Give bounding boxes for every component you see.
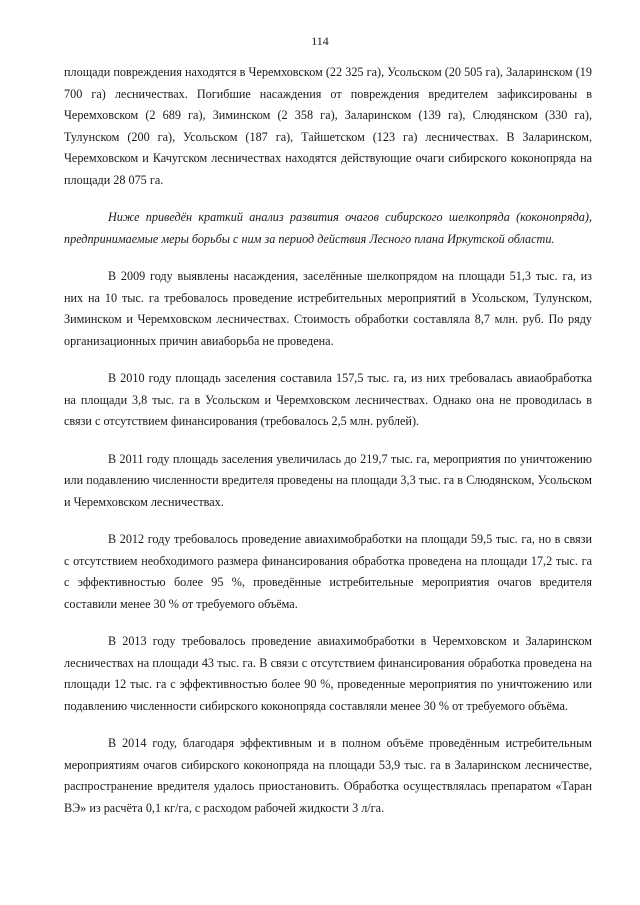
paragraph-intro: Ниже приведён краткий анализ развития очагов сибирского шелкопряда (коконопряда), предпринимаемые меры борьбы с ним за период действия Лесного плана Иркутской области.	[64, 210, 592, 246]
paragraph-2013: В 2013 году требовалось проведение авиахимобработки в Черемховском и Заларинском лесничествах на площади 43 тыс. га. В связи с отсутствием финансирования обработка проведена на площади 12 тыс. га с эффективностью более 90 %, проведенные мероприятия по уничтожению или подавлению численности сибирского коконопряда составляли менее 30 % от требуемого объёма.	[64, 634, 592, 713]
paragraph-2014: В 2014 году, благодаря эффективным и в полном объёме проведённым истребительным мероприятиям очагов сибирского коконопряда на площади 53,9 тыс. га в Заларинском лесничестве, распространение вредителя удалось приостановить. Обработка осуществлялась препаратом «Таран ВЭ» из расчёта 0,1 кг/га, с расходом рабочей жидкости 3 л/га.	[64, 736, 592, 815]
paragraph-2010: В 2010 году площадь заселения составила 157,5 тыс. га, из них требовалась авиаобработка на площади 3,8 тыс. га в Усольском и Черемховском лесничествах. Однако она не проводилась в связи с отсутствием финансирования (требовалось 2,5 млн. рублей).	[64, 371, 592, 428]
paragraph-2011: В 2011 году площадь заселения увеличилась до 219,7 тыс. га, мероприятия по уничтожению или подавлению численности вредителя проведены на площади 3,3 тыс. га в Слюдянском, Усольском и Черемховском лесничествах.	[64, 451, 592, 509]
page-number: 114	[311, 34, 329, 48]
paragraph-continued: площади повреждения находятся в Черемховском (22 325 га), Усольском (20 505 га), Заларинском (19 700 га) лесничествах. Погибшие насаждения от повреждения вредителем зафиксированы в Черемховском (2 689 га), Зиминском (2 358 га), Заларинском (139 га), Слюдянском (330 га), Тулунском (200 га), Усольском (187 га), Тайшетском (123 га) лесничествах. В Заларинском, Черемховском и Качугском лесничествах находятся действующие очаги сибирского коконопряда на площади 28 075 га.	[64, 65, 592, 187]
paragraph-2012: В 2012 году требовалось проведение авиахимобработки на площади 59,5 тыс. га, но в связи с отсутствием необходимого размера финансирования обработка проведена на площади 17,2 тыс. га с эффективностью более 95 %, проведённые истребительные мероприятия очагов вредителя составили менее 30 % от требуемого объёма.	[64, 532, 592, 611]
body-text	[64, 62, 592, 835]
paragraph-2009: В 2009 году выявлены насаждения, заселённые шелкопрядом на площади 51,3 тыс. га, из них на 10 тыс. га требовалось проведение истребительных мероприятий в Усольском, Тулунском, Зиминском и Черемховском лесничествах. Стоимость обработки составляла 8,7 млн. руб. По ряду организационных причин авиаборьба не проведена.	[64, 269, 592, 348]
